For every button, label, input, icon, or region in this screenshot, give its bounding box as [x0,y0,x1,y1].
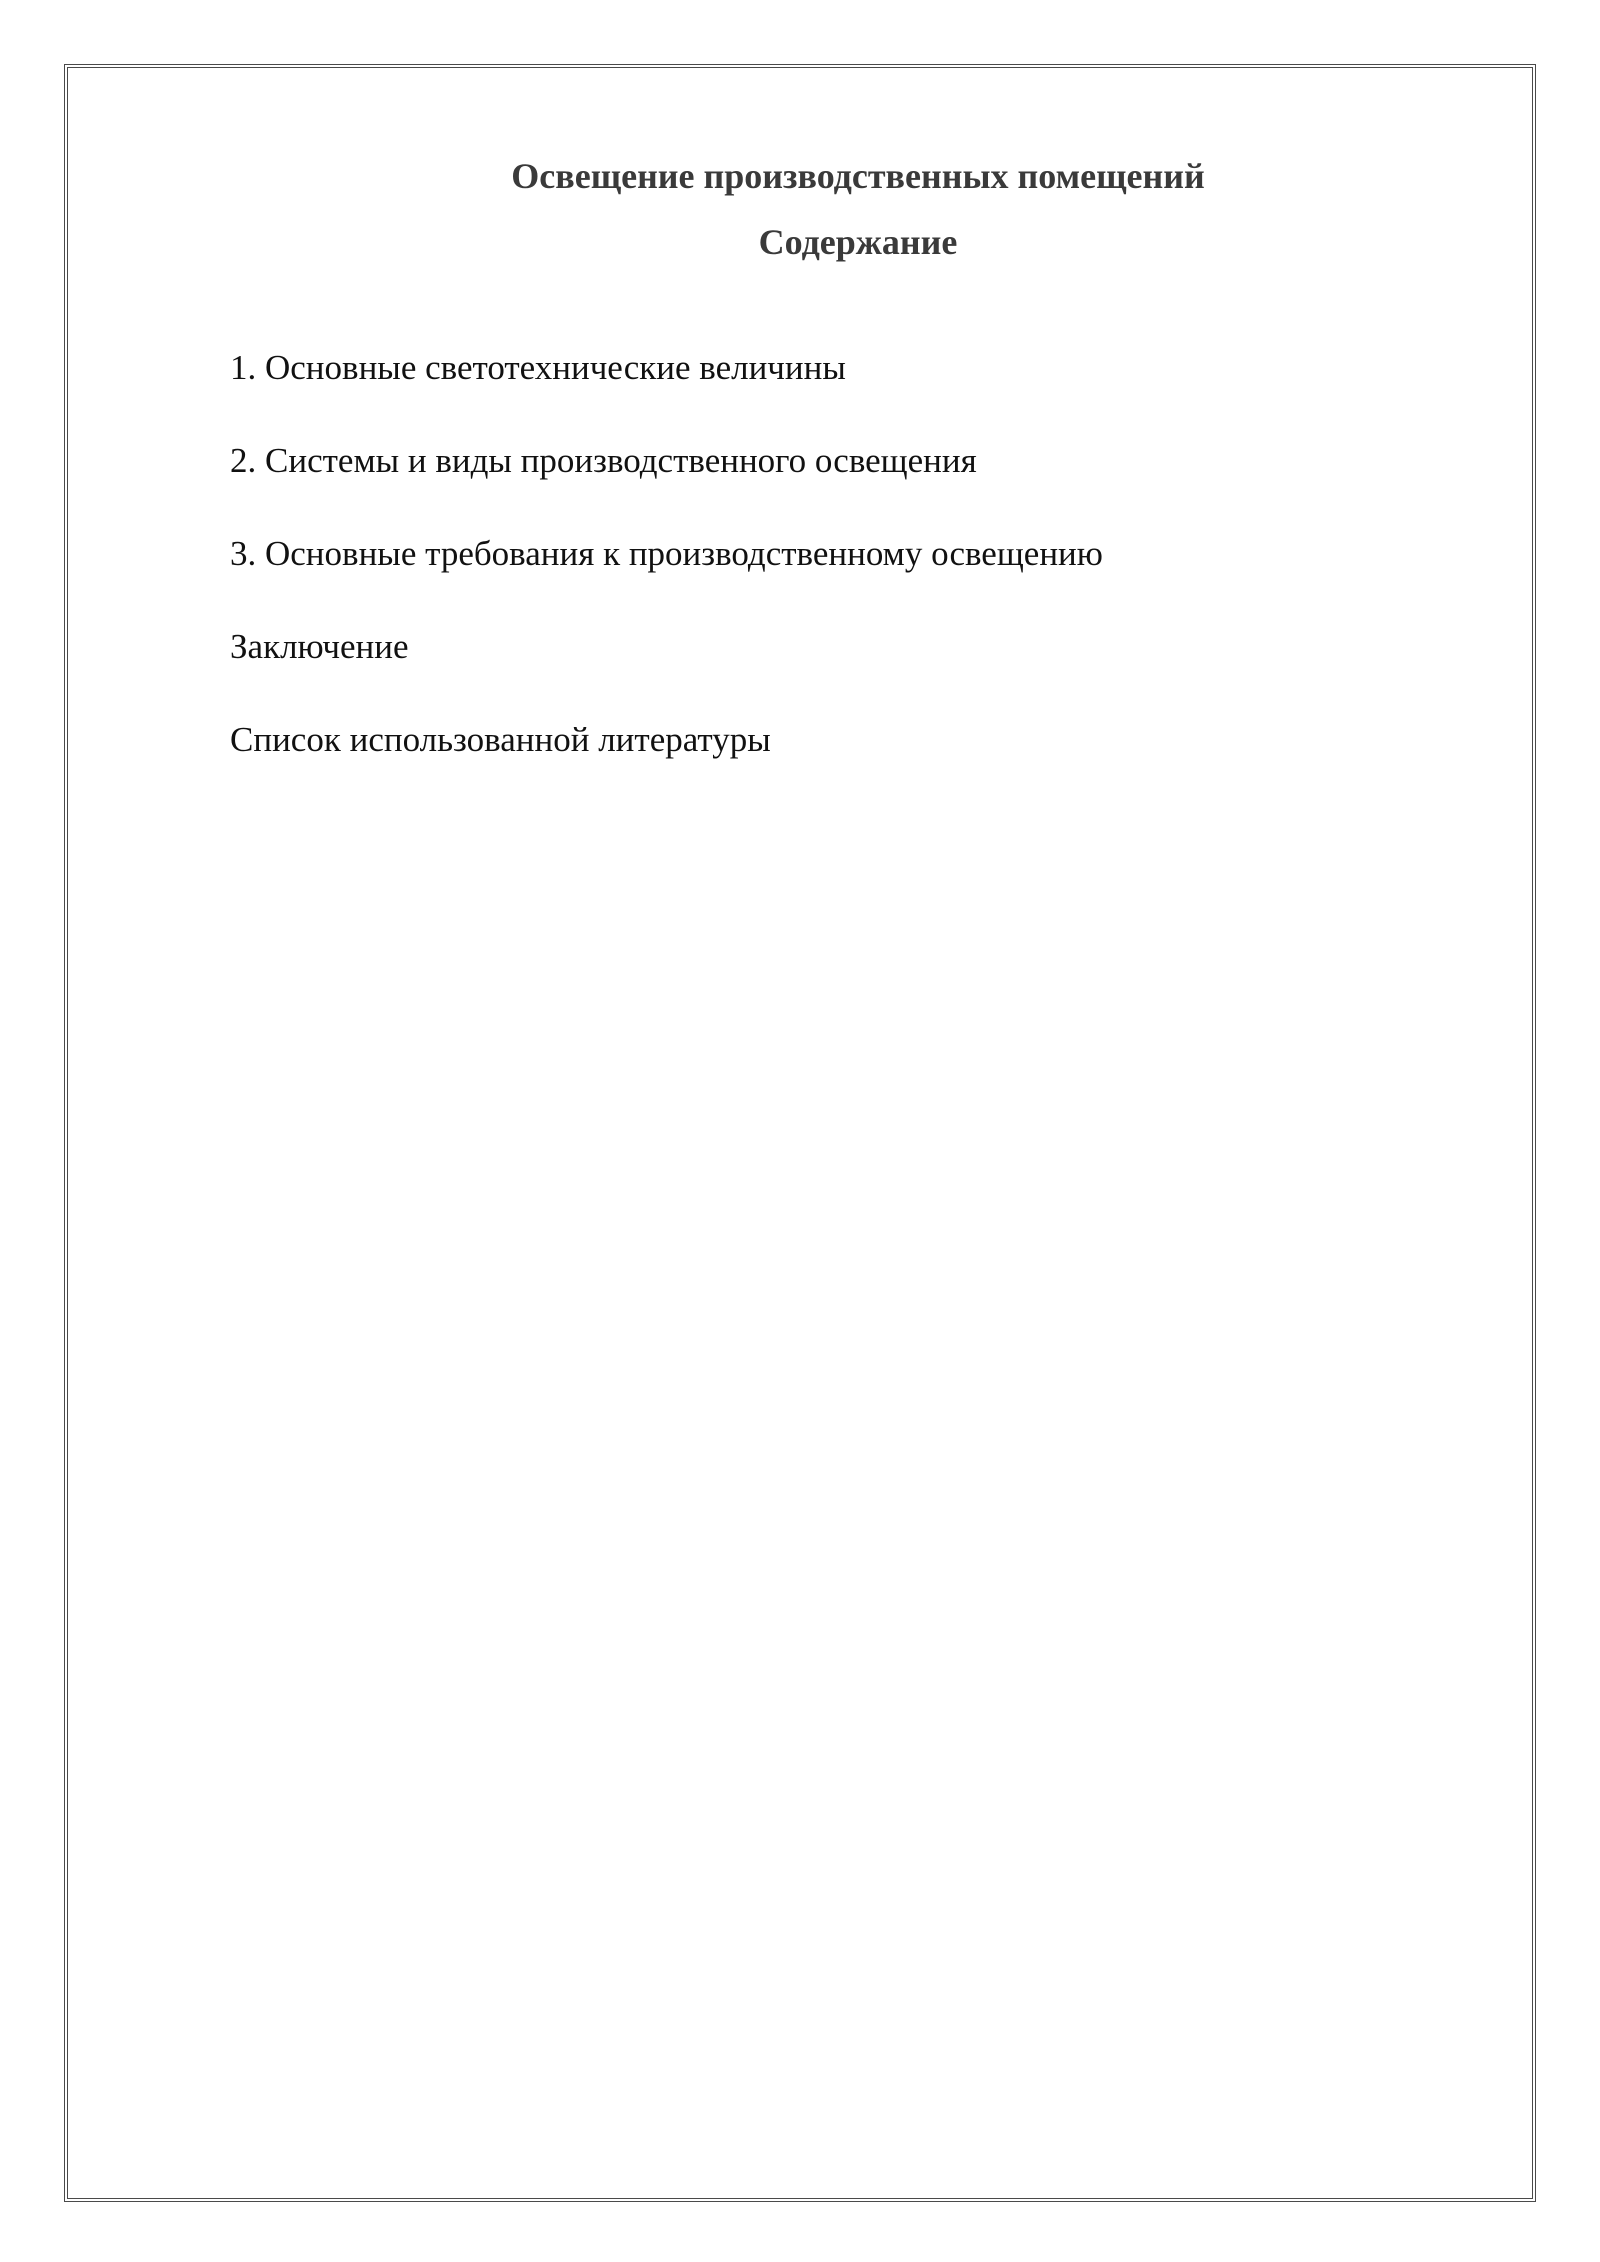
toc-heading: Содержание [758,222,958,262]
toc-item-conclusion: Заключение [230,627,409,666]
toc-item-3: 3. Основные требования к производственному освещению [230,534,1103,573]
table-of-contents [230,350,1103,815]
document-title: Освещение производственных помещений [511,156,1205,196]
toc-item-1: 1. Основные светотехнические величины [230,348,846,387]
toc-item-references: Список использованной литературы [230,720,771,759]
toc-item-2: 2. Системы и виды производственного освещения [230,441,977,480]
